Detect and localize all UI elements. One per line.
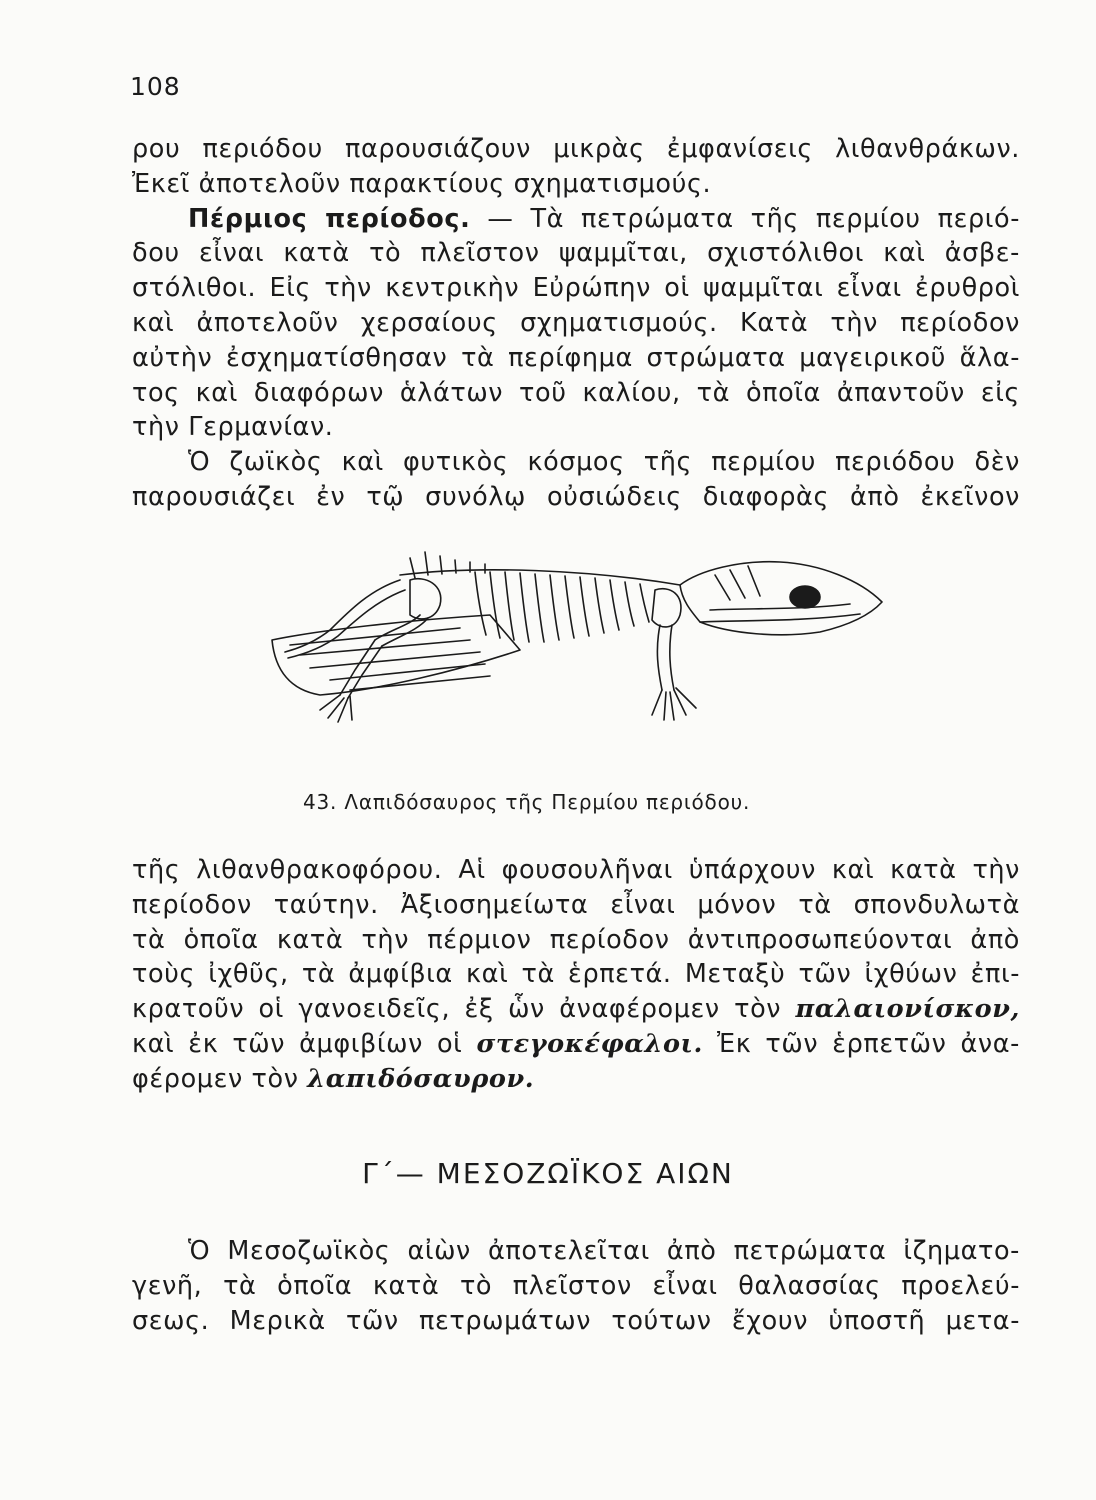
text-span: Ἐκ τῶν ἑρπετῶν ἀνα- <box>717 1028 1020 1059</box>
ribs <box>475 572 649 642</box>
section-heading: Γ΄— ΜΕΣΟΖΩΪΚΟΣ ΑΙΩΝ <box>362 1157 734 1190</box>
text-line: τῆς λιθανθρακοφόρου. Αἱ φουσουλῆναι ὑπάρχουν καὶ κατὰ τὴν <box>132 855 1020 885</box>
text-line: Ὁ ζωϊκὸς καὶ φυτικὸς κόσμος τῆς περμίου περιόδου δὲν <box>188 447 1020 478</box>
text-line-heading <box>132 202 1020 237</box>
text-line: τὰ ὁποῖα κατὰ τὴν πέρμιον περίοδον ἀντιπροσωπεύονται ἀπὸ <box>132 924 1020 955</box>
text-line <box>132 1027 1020 1062</box>
emphasized-term: παλαιονίσκον, <box>795 994 1020 1025</box>
text-line: τος καὶ διαφόρων ἁλάτων τοῦ καλίου, τὰ ὁποῖα ἀπαντοῦν εἰς <box>132 377 1020 408</box>
page-number: 108 <box>130 72 181 101</box>
emphasized-term: στεγοκέφαλοι. <box>476 1028 703 1059</box>
text-line: Ὁ Μεσοζωϊκὸς αἰὼν ἀποτελεῖται ἀπὸ πετρώματα ἰζηματο- <box>188 1236 1020 1266</box>
text-line: ρου περιόδου παρουσιάζουν μικρὰς ἐμφανίσεις λιθανθράκων. <box>132 134 1020 164</box>
text-span: φέρομεν τὸν <box>132 1063 299 1094</box>
text-line: γενῆ, τὰ ὁποῖα κατὰ τὸ πλεῖστον εἶναι θαλασσίας προελεύ- <box>132 1270 1020 1301</box>
text-line: δου εἶναι κατὰ τὸ πλεῖστον ψαμμῖται, σχιστόλιθοι καὶ ἀσβε- <box>132 238 1020 269</box>
ground-slab <box>272 615 520 695</box>
text-block-bottom <box>132 1234 1020 1338</box>
text-line: περίοδον ταύτην. Ἀξιοσημείωτα εἶναι μόνον τὰ σπονδυλωτὰ <box>132 889 1020 920</box>
text-line: αὐτὴν ἐσχηματίσθησαν τὰ περίφημα στρώματα μαγειρικοῦ ἅλα- <box>132 342 1020 373</box>
text-block-top <box>132 132 1020 515</box>
text-span: κρατοῦν οἱ γανοειδεῖς, ἐξ ὧν ἀναφέρομεν τὸν <box>132 994 782 1025</box>
pelvis-and-hind-limb <box>320 579 441 722</box>
inline-heading-permian: Πέρμιος περίοδος. <box>188 203 471 234</box>
vertebrae <box>400 552 680 585</box>
text-line: στόλιθοι. Εἰς τὴν κεντρικὴν Εὐρώπην οἱ ψαμμῖται εἶναι ἐρυθροὶ <box>132 273 1020 304</box>
text-block-mid <box>132 853 1020 1097</box>
text-span: καὶ ἐκ τῶν ἀμφιβίων οἱ <box>132 1028 463 1059</box>
text-line: καὶ ἀποτελοῦν χερσαίους σχηματισμούς. Κατὰ τὴν περίοδον <box>132 307 1020 338</box>
text-line: τὴν Γερμανίαν. <box>132 412 334 443</box>
figure-caption: 43. Λαπιδόσαυρος τῆς Περμίου περιόδου. <box>303 790 751 814</box>
text-line: Ἐκεῖ ἀποτελοῦν παρακτίους σχηματισμούς. <box>132 168 712 199</box>
lapidosaurus-skeleton-illustration <box>260 530 900 790</box>
text-line <box>132 992 1020 1027</box>
emphasized-term: λαπιδόσαυρον. <box>307 1063 535 1094</box>
text-line: παρουσιάζει ἐν τῷ συνόλῳ οὐσιώδεις διαφορὰς ἀπὸ ἐκεῖνον <box>132 481 1020 512</box>
skull <box>680 562 882 635</box>
text-line: τοὺς ἰχθῦς, τὰ ἀμφίβια καὶ τὰ ἑρπετά. Μεταξὺ τῶν ἰχθύων ἐπι- <box>132 959 1020 990</box>
text-span: — Τὰ πετρώματα τῆς περμίου περιό- <box>487 203 1021 234</box>
tail <box>285 580 400 652</box>
text-line: σεως. Μερικὰ τῶν πετρωμάτων τούτων ἔχουν ὑποστῆ μετα- <box>132 1305 1020 1336</box>
text-line <box>132 1062 1020 1097</box>
